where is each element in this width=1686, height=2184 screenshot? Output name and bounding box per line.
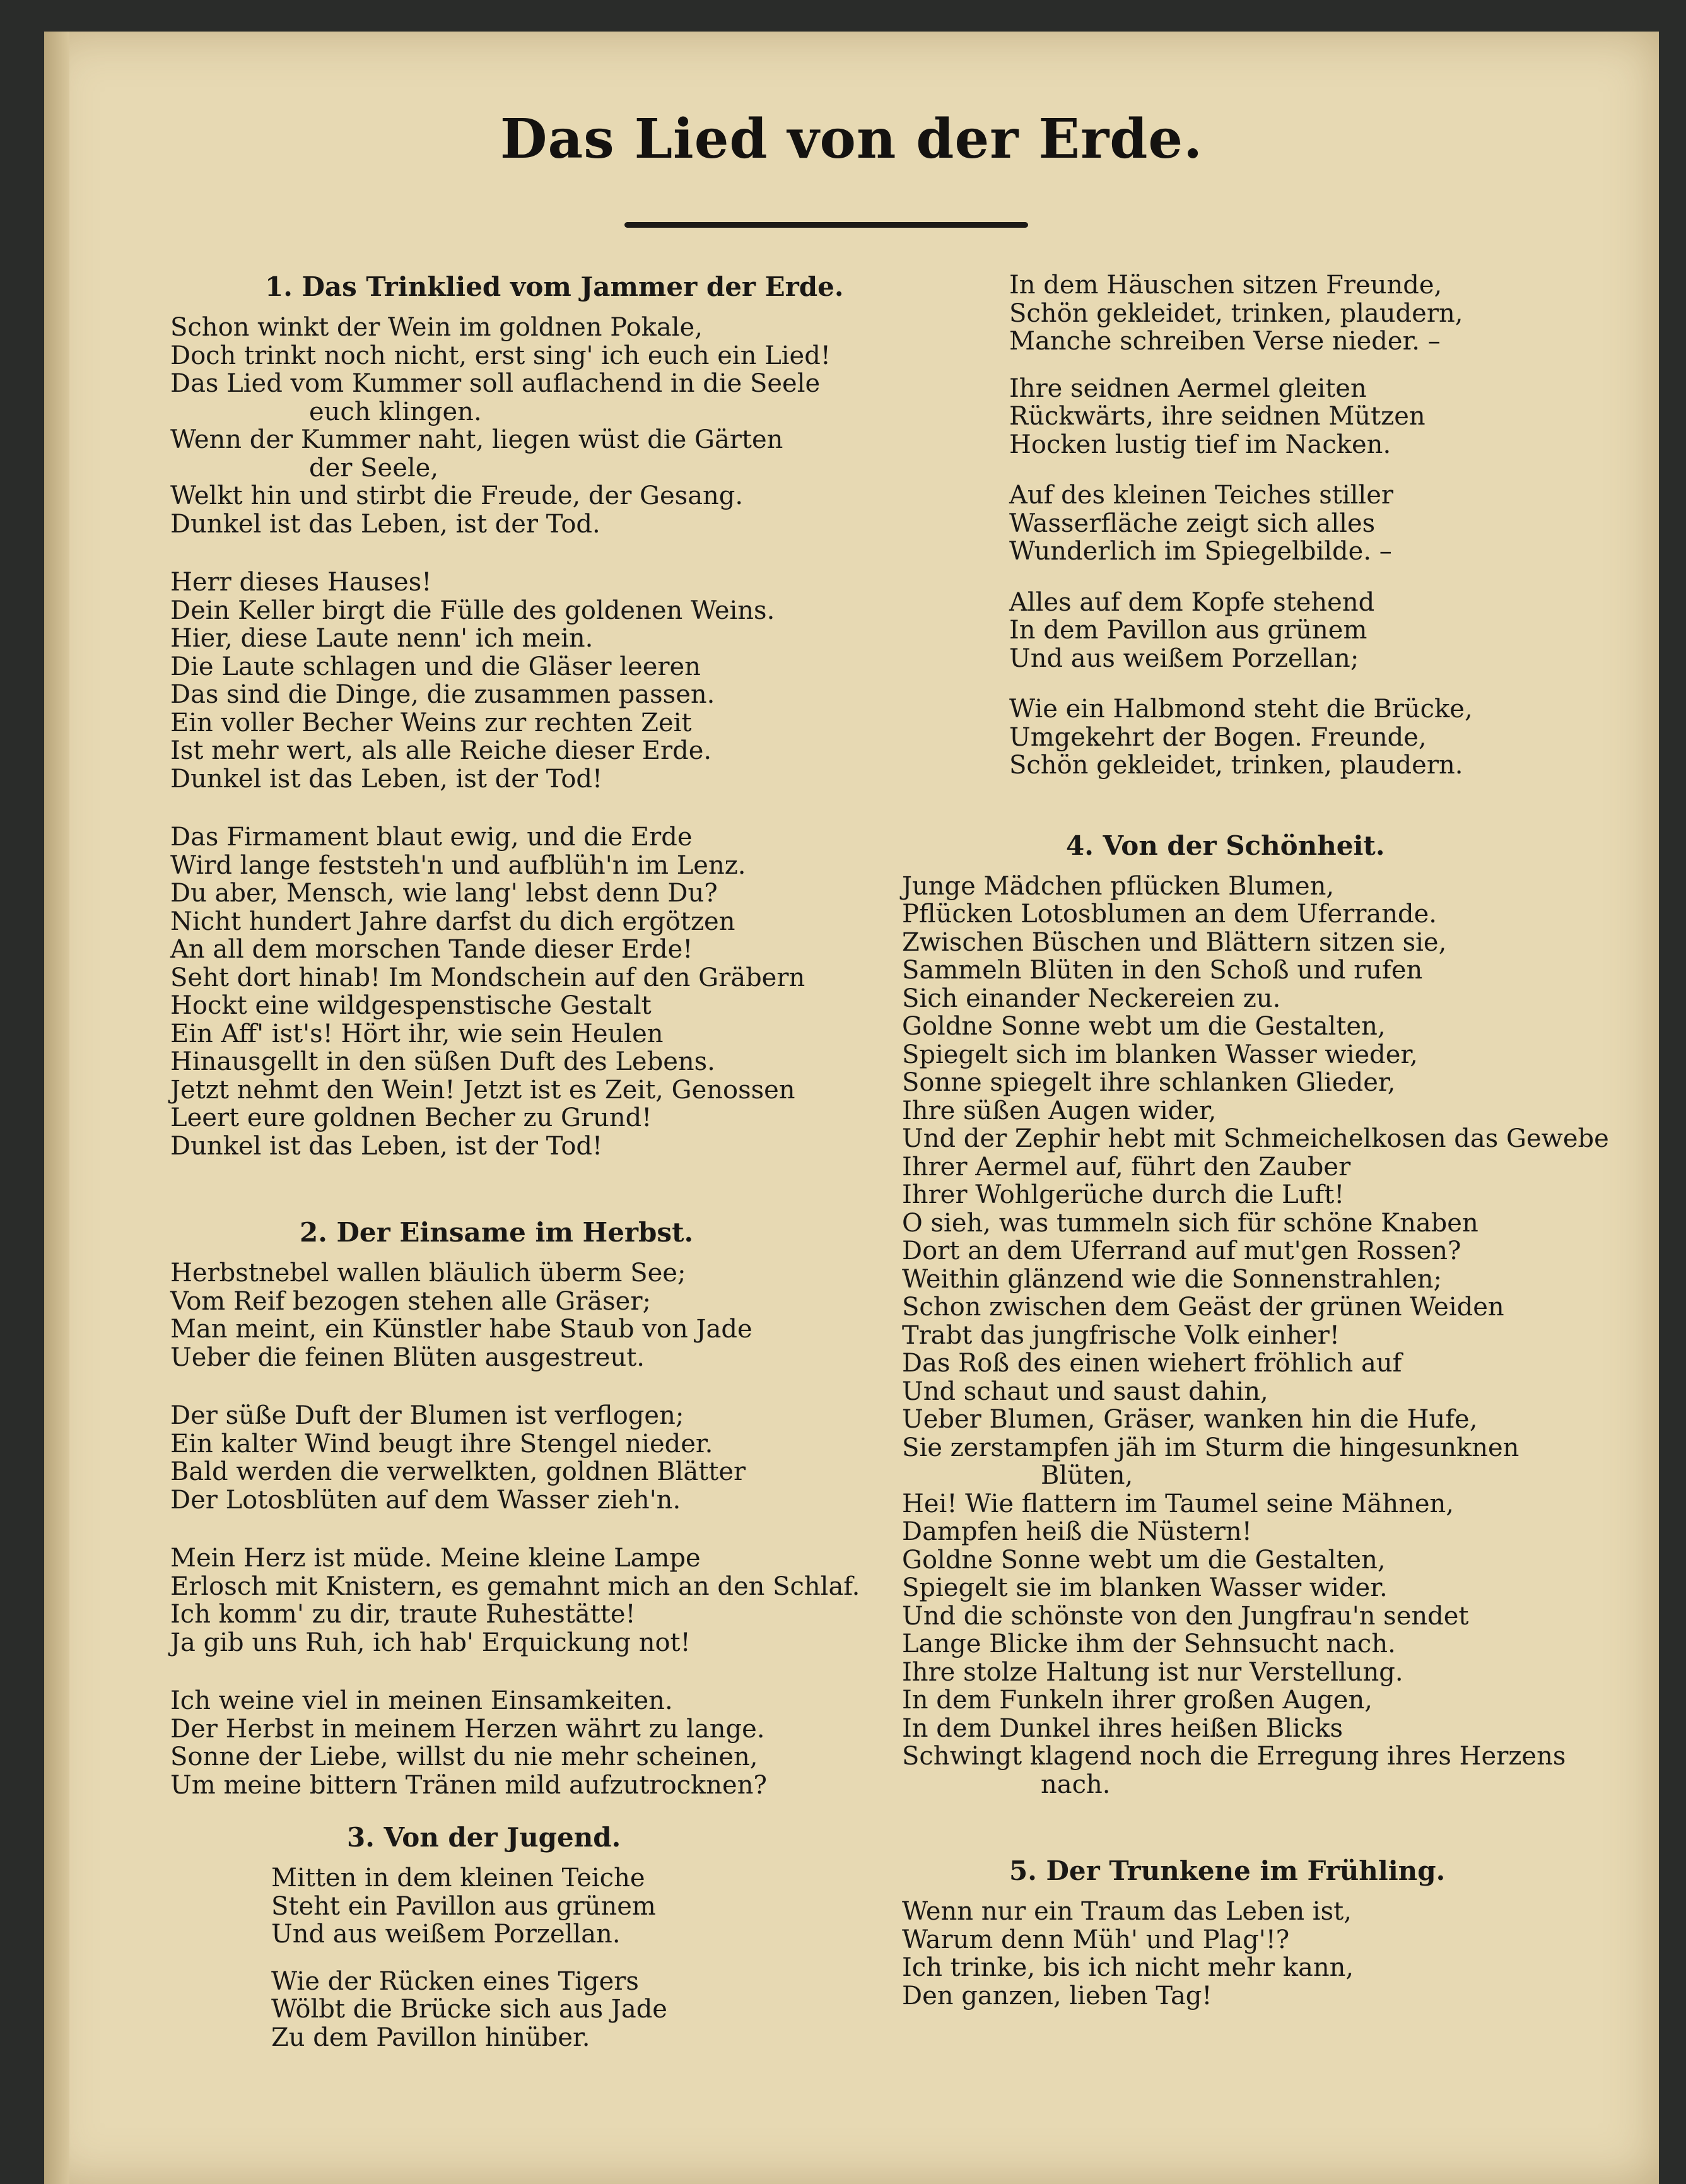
verse-line: Der Lotosblüten auf dem Wasser zieh'n. [170, 1485, 681, 1515]
verse-line: Welkt hin und stirbt die Freude, der Gesang. [170, 481, 744, 510]
verse-line: Ja gib uns Ruh, ich hab' Erquickung not! [170, 1628, 691, 1657]
verse-line: Jetzt nehmt den Wein! Jetzt ist es Zeit, Genossen [170, 1075, 795, 1105]
verse-line: Ueber Blumen, Gräser, wanken hin die Hufe, [902, 1405, 1478, 1434]
verse-line: Alles auf dem Kopfe stehend [1009, 587, 1375, 617]
verse-line: Wasserfläche zeigt sich alles [1009, 508, 1376, 538]
verse-line: Ein Aff' ist's! Hört ihr, wie sein Heulen [170, 1019, 664, 1048]
verse-line: Manche schreiben Verse nieder. – [1009, 327, 1441, 356]
page [44, 32, 1659, 2184]
verse-line: Spiegelt sie im blanken Wasser wider. [902, 1573, 1388, 1602]
verse-line: Dort an dem Uferrand auf mut'gen Rossen? [902, 1236, 1461, 1265]
verse-line: Der Herbst in meinem Herzen währt zu lange. [170, 1714, 765, 1744]
verse-line: Ihrer Aermel auf, führt den Zauber [902, 1152, 1351, 1182]
verse-line: euch klingen. [309, 397, 482, 426]
stanza [170, 1968, 889, 2052]
verse-line: Hocken lustig tief im Nacken. [1009, 430, 1391, 459]
verse-line: Goldne Sonne webt um die Gestalten, [902, 1012, 1386, 1041]
verse-line: Das sind die Dinge, die zusammen passen. [170, 680, 715, 709]
verse-line: Ihre süßen Augen wider, [902, 1096, 1217, 1125]
verse-line: In dem Pavillon aus grünem [1009, 616, 1367, 645]
stanza [170, 1544, 889, 1657]
section-heading: 5. Der Trunkene im Frühling. [1009, 1855, 1446, 1886]
verse-line: Sich einander Neckereien zu. [902, 983, 1281, 1013]
verse-line: Sonne spiegelt ihre schlanken Glieder, [902, 1068, 1396, 1097]
verse-line: Hockt eine wildgespenstische Gestalt [170, 991, 652, 1020]
verse-line: Seht dort hinab! Im Mondschein auf den Gräbern [170, 963, 805, 992]
verse-line: Hei! Wie flattern im Taumel seine Mähnen, [902, 1489, 1455, 1518]
stanza [1009, 695, 1608, 780]
verse-line: Ihre seidnen Aermel gleiten [1009, 373, 1367, 403]
verse-line: Dunkel ist das Leben, ist der Tod! [170, 764, 603, 794]
stanza [170, 1402, 889, 1514]
page-title: Das Lied von der Erde. [500, 107, 1203, 171]
verse-line: Wunderlich im Spiegelbilde. – [1009, 537, 1392, 566]
verse-line: Trabt das jungfrische Volk einher! [902, 1320, 1340, 1350]
verse-line: Herr dieses Hauses! [170, 568, 432, 597]
verse-line: Bald werden die verwelkten, goldnen Blätter [170, 1457, 746, 1486]
verse-line: Weithin glänzend wie die Sonnenstrahlen; [902, 1264, 1442, 1294]
verse-line: In dem Dunkel ihres heißen Blicks [902, 1713, 1344, 1743]
verse-line: In dem Funkeln ihrer großen Augen, [902, 1686, 1373, 1715]
verse-line: Wird lange feststeh'n und aufblüh'n im Lenz. [170, 850, 746, 880]
verse-line: Man meint, ein Künstler habe Staub von Jade [170, 1315, 752, 1344]
verse-line: Ihre stolze Haltung ist nur Verstellung. [902, 1657, 1403, 1687]
verse-line: Und aus weißem Porzellan; [1009, 643, 1359, 673]
verse-line: Schön gekleidet, trinken, plaudern. [1009, 751, 1463, 780]
verse-line: Warum denn Müh' und Plag'!? [902, 1925, 1290, 1954]
stanza [852, 872, 1608, 1799]
verse-line: Schön gekleidet, trinken, plaudern, [1009, 298, 1463, 328]
verse-line: nach. [1041, 1770, 1111, 1799]
verse-line: Hier, diese Laute nenn' ich mein. [170, 624, 594, 653]
verse-line: Junge Mädchen pflücken Blumen, [902, 871, 1335, 901]
verse-line: Schon zwischen dem Geäst der grünen Weiden [902, 1293, 1504, 1322]
verse-line: Ein voller Becher Weins zur rechten Zeit [170, 708, 692, 737]
verse-line: Der süße Duft der Blumen ist verflogen; [170, 1401, 684, 1430]
verse-line: Sie zerstampfen jäh im Sturm die hingesunknen [902, 1433, 1519, 1462]
verse-line: Steht ein Pavillon aus grünem [271, 1891, 656, 1921]
verse-line: Ich weine viel in meinen Einsamkeiten. [170, 1686, 673, 1715]
verse-line: An all dem morschen Tande dieser Erde! [170, 935, 693, 964]
verse-line: Wenn nur ein Traum das Leben ist, [902, 1897, 1352, 1926]
verse-line: Spiegelt sich im blanken Wasser wieder, [902, 1040, 1418, 1069]
verse-line: Schon winkt der Wein im goldnen Pokale, [170, 313, 703, 342]
verse-line: Doch trinkt noch nicht, erst sing' ich euch ein Lied! [170, 341, 831, 370]
verse-line: Das Firmament blaut ewig, und die Erde [170, 823, 693, 852]
verse-line: Dunkel ist das Leben, ist der Tod. [170, 509, 600, 539]
stanza [1009, 589, 1608, 673]
verse-line: Nicht hundert Jahre darfst du dich ergötzen [170, 907, 735, 936]
verse-line: Den ganzen, lieben Tag! [902, 1981, 1212, 2011]
verse-line: Ich komm' zu dir, traute Ruhestätte! [170, 1600, 636, 1629]
stanza [1009, 271, 1608, 356]
verse-line: Leert eure goldnen Becher zu Grund! [170, 1103, 652, 1132]
verse-line: Pflücken Lotosblumen an dem Uferrande. [902, 900, 1437, 929]
verse-line: Und die schönste von den Jungfrau'n sendet [902, 1601, 1469, 1631]
verse-line: Dein Keller birgt die Fülle des goldenen Weins. [170, 596, 775, 625]
stanza [170, 1259, 889, 1371]
verse-line: Um meine bittern Tränen mild aufzutrocknen? [170, 1770, 767, 1800]
stanza [170, 823, 889, 1160]
verse-line: Herbstnebel wallen bläulich überm See; [170, 1259, 686, 1288]
stanza [852, 1898, 1608, 2010]
verse-line: Und aus weißem Porzellan. [271, 1920, 621, 1949]
verse-line: Sammeln Blüten in den Schoß und rufen [902, 956, 1423, 985]
verse-line: Hinausgellt in den süßen Duft des Lebens. [170, 1047, 715, 1076]
verse-line: Wie ein Halbmond steht die Brücke, [1009, 695, 1473, 724]
verse-line: Und der Zephir hebt mit Schmeichelkosen das Gewebe [902, 1124, 1609, 1153]
verse-line: O sieh, was tummeln sich für schöne Knaben [902, 1208, 1478, 1238]
stanza [170, 314, 889, 538]
verse-line: Ein kalter Wind beugt ihre Stengel nieder. [170, 1429, 713, 1459]
verse-line: Ist mehr wert, als alle Reiche dieser Erde. [170, 736, 712, 765]
right-column [852, 271, 1608, 2040]
verse-line: Goldne Sonne webt um die Gestalten, [902, 1545, 1386, 1575]
verse-line: Dampfen heiß die Nüstern! [902, 1517, 1252, 1546]
page-fold [44, 32, 69, 2184]
verse-line: Und schaut und saust dahin, [902, 1377, 1268, 1406]
verse-line: Umgekehrt der Bogen. Freunde, [1009, 722, 1427, 752]
verse-line: Lange Blicke ihm der Sehnsucht nach. [902, 1629, 1396, 1659]
verse-line: Vom Reif bezogen stehen alle Gräser; [170, 1286, 651, 1316]
verse-line: In dem Häuschen sitzen Freunde, [1009, 271, 1443, 300]
section-heading: 3. Von der Jugend. [347, 1822, 621, 1853]
verse-line: Schwingt klagend noch die Erregung ihres Herzens [902, 1742, 1566, 1771]
verse-line: Ich trinke, bis ich nicht mehr kann, [902, 1953, 1354, 1982]
verse-line: Das Roß des einen wiehert fröhlich auf [902, 1349, 1402, 1378]
verse-line: Dunkel ist das Leben, ist der Tod! [170, 1131, 603, 1161]
verse-line: Sonne der Liebe, willst du nie mehr scheinen, [170, 1742, 758, 1771]
verse-line: Wölbt die Brücke sich aus Jade [271, 1995, 667, 2024]
verse-line: Du aber, Mensch, wie lang' lebst denn Du? [170, 879, 718, 908]
verse-line: Erlosch mit Knistern, es gemahnt mich an den Schlaf. [170, 1571, 860, 1601]
left-column [170, 271, 889, 2082]
section-heading: 2. Der Einsame im Herbst. [300, 1217, 694, 1248]
verse-line: Blüten, [1041, 1461, 1133, 1490]
stanza [1009, 481, 1608, 566]
verse-line: Wenn der Kummer naht, liegen wüst die Gärten [170, 425, 783, 454]
verse-line: Zwischen Büschen und Blättern sitzen sie, [902, 927, 1447, 957]
verse-line: Mein Herz ist müde. Meine kleine Lampe [170, 1544, 701, 1573]
verse-line: Ihrer Wohlgerüche durch die Luft! [902, 1180, 1345, 1209]
verse-line: Mitten in dem kleinen Teiche [271, 1864, 645, 1893]
verse-line: Wie der Rücken eines Tigers [271, 1966, 639, 1996]
verse-line: der Seele, [309, 453, 439, 483]
section-heading: 1. Das Trinklied vom Jammer der Erde. [265, 271, 844, 302]
verse-line: Die Laute schlagen und die Gläser leeren [170, 652, 701, 681]
verse-line: Zu dem Pavillon hinüber. [271, 2023, 590, 2052]
section-heading: 4. Von der Schönheit. [1066, 830, 1385, 861]
stanza [170, 1687, 889, 1799]
verse-line: Auf des kleinen Teiches stiller [1009, 481, 1393, 510]
stanza [1009, 375, 1608, 459]
title-rule [624, 222, 1028, 228]
verse-line: Rückwärts, ihre seidnen Mützen [1009, 402, 1425, 431]
verse-line: Ueber die feinen Blüten ausgestreut. [170, 1342, 645, 1372]
stanza [170, 568, 889, 793]
stanza [170, 1864, 889, 1949]
verse-line: Das Lied vom Kummer soll auflachend in die Seele [170, 369, 821, 398]
